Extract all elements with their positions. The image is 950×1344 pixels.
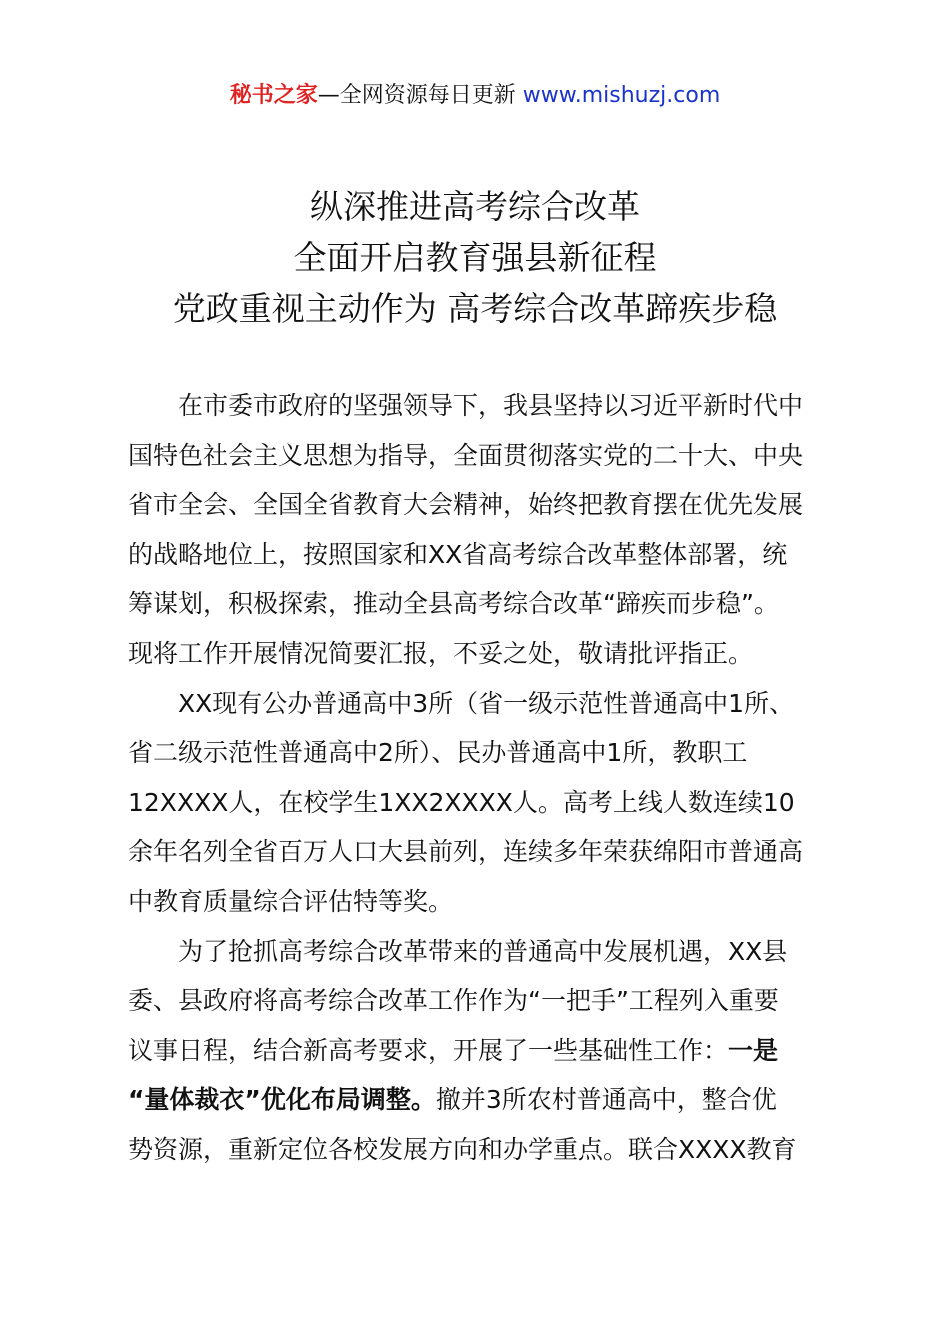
document-body	[128, 381, 834, 1175]
text-line: 现将工作开展情况简要汇报，不妥之处，敬请批评指正。	[128, 638, 754, 668]
document-title-line-2: 全面开启教育强县新征程	[293, 238, 657, 277]
document-title-block	[0, 181, 950, 334]
text-line: 国特色社会主义思想为指导，全面贯彻落实党的二十大、中央	[128, 440, 804, 470]
text-line: 的战略地位上，按照国家和XX省高考综合改革整体部署，统	[128, 539, 788, 569]
paragraph-overview	[128, 679, 834, 927]
paragraph-intro	[128, 381, 834, 679]
text-line: 在市委市政府的坚强领导下，我县坚持以习近平新时代中	[178, 391, 804, 420]
text-line: XX现有公办普通高中3所（省一级示范性普通高中1所、	[178, 688, 795, 718]
text-run: 撤并3所农村普通高中，整合优	[435, 1085, 777, 1115]
site-header	[0, 80, 950, 112]
text-line: 12XXXX人，在校学生1XX2XXXX人。高考上线人数连续10	[128, 787, 795, 817]
text-line: 省市全会、全国全省教育大会精神，始终把教育摆在优先发展	[128, 490, 804, 520]
text-line: 省二级示范性普通高中2所）、民办普通高中1所，教职工	[128, 738, 748, 768]
text-line	[128, 1026, 834, 1076]
text-line: 为了抢抓高考综合改革带来的普通高中发展机遇，XX县	[178, 936, 788, 966]
site-url-link[interactable]: www.mishuzj.com	[522, 83, 721, 108]
text-run: 议事日程，结合新高考要求，开展了一些基础性工作：	[128, 1035, 729, 1065]
site-tagline: —全网资源每日更新	[317, 83, 523, 108]
paragraph-measures	[128, 927, 834, 1175]
text-line: 筹谋划，积极探索，推动全县高考综合改革“蹄疾而步稳”。	[128, 589, 779, 619]
bold-text-run: “量体裁衣”优化布局调整。	[128, 1085, 436, 1115]
text-line: 势资源，重新定位各校发展方向和办学重点。联合XXXX教育	[128, 1134, 797, 1164]
site-brand: 秘书之家	[229, 83, 318, 108]
bold-text-run: 一是	[728, 1035, 779, 1065]
text-line: 余年名列全省百万人口大县前列，连续多年荣获绵阳市普通高	[128, 837, 804, 867]
document-title-line-1: 纵深推进高考综合改革	[310, 187, 640, 226]
text-line: 委、县政府将高考综合改革工作作为“一把手”工程列入重要	[128, 986, 779, 1016]
text-line	[128, 1075, 834, 1125]
text-line: 中教育质量综合评估特等奖。	[128, 886, 454, 916]
document-title-line-3: 党政重视主动作为 高考综合改革蹄疾步稳	[172, 289, 778, 328]
